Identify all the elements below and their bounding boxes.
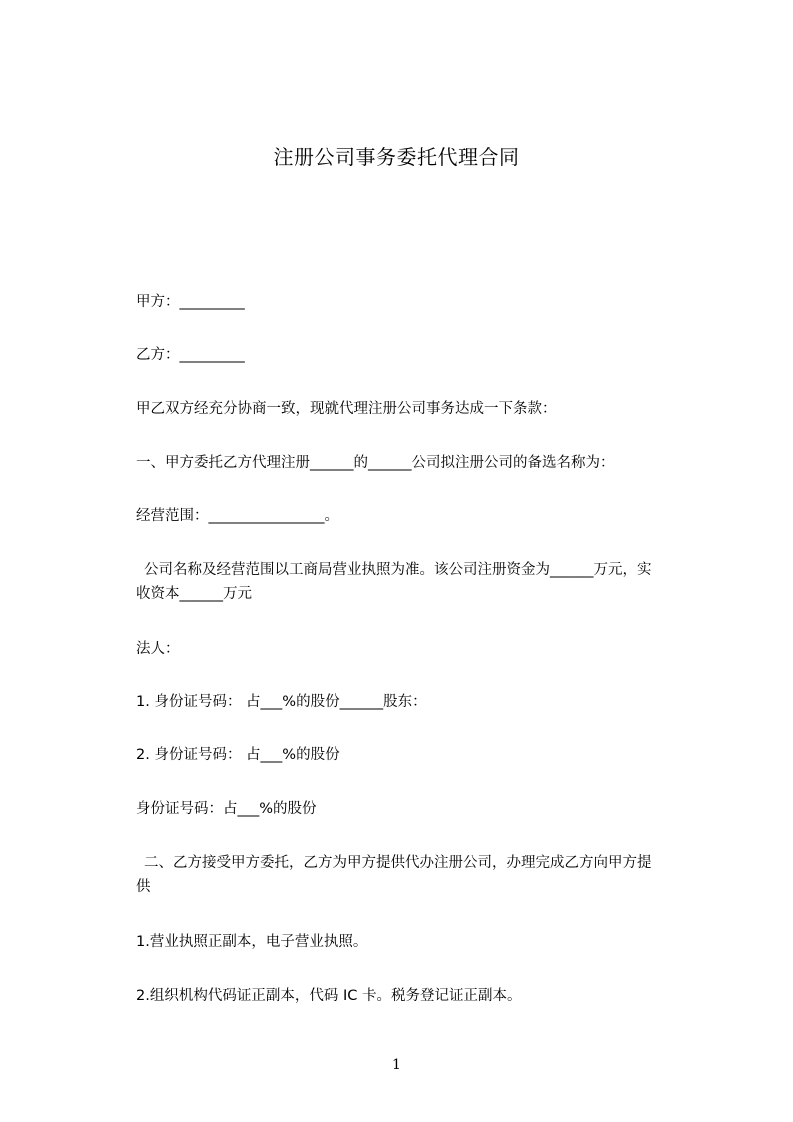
clause-2-line-1: 二、乙方接受甲方委托，乙方为甲方提供代办注册公司，办理完成乙方向甲方提 [144, 855, 652, 871]
legal-person-line: 法人： [136, 641, 180, 657]
capital-line-2: 收资本______万元 [136, 586, 252, 602]
intro-paragraph: 甲乙双方经充分协商一致，现就代理注册公司事务达成一下条款： [136, 401, 557, 417]
party-b-line: 乙方：_________ [136, 347, 245, 363]
shareholder-3-line: 身份证号码：占___%的股份 [136, 801, 317, 817]
business-scope-line: 经营范围：________________。 [136, 508, 339, 524]
document-title: 注册公司事务委托代理合同 [273, 145, 520, 169]
shareholder-1-line: 1. 身份证号码： 占___%的股份______股东： [136, 694, 427, 710]
page-number: 1 [392, 1057, 401, 1073]
clause-2-line-2: 供 [136, 879, 151, 895]
deliverable-item-1: 1.营业执照正副本，电子营业执照。 [136, 934, 368, 950]
clause-1: 一、甲方委托乙方代理注册______的______公司拟注册公司的备选名称为： [136, 455, 615, 471]
party-a-line: 甲方：_________ [136, 294, 245, 310]
capital-line-1: 公司名称及经营范围以工商局营业执照为准。该公司注册资金为______万元，实 [144, 562, 652, 578]
deliverable-item-2: 2.组织机构代码证正副本，代码 IC 卡。税务登记证正副本。 [136, 988, 522, 1004]
shareholder-2-line: 2. 身份证号码： 占___%的股份 [136, 747, 340, 763]
